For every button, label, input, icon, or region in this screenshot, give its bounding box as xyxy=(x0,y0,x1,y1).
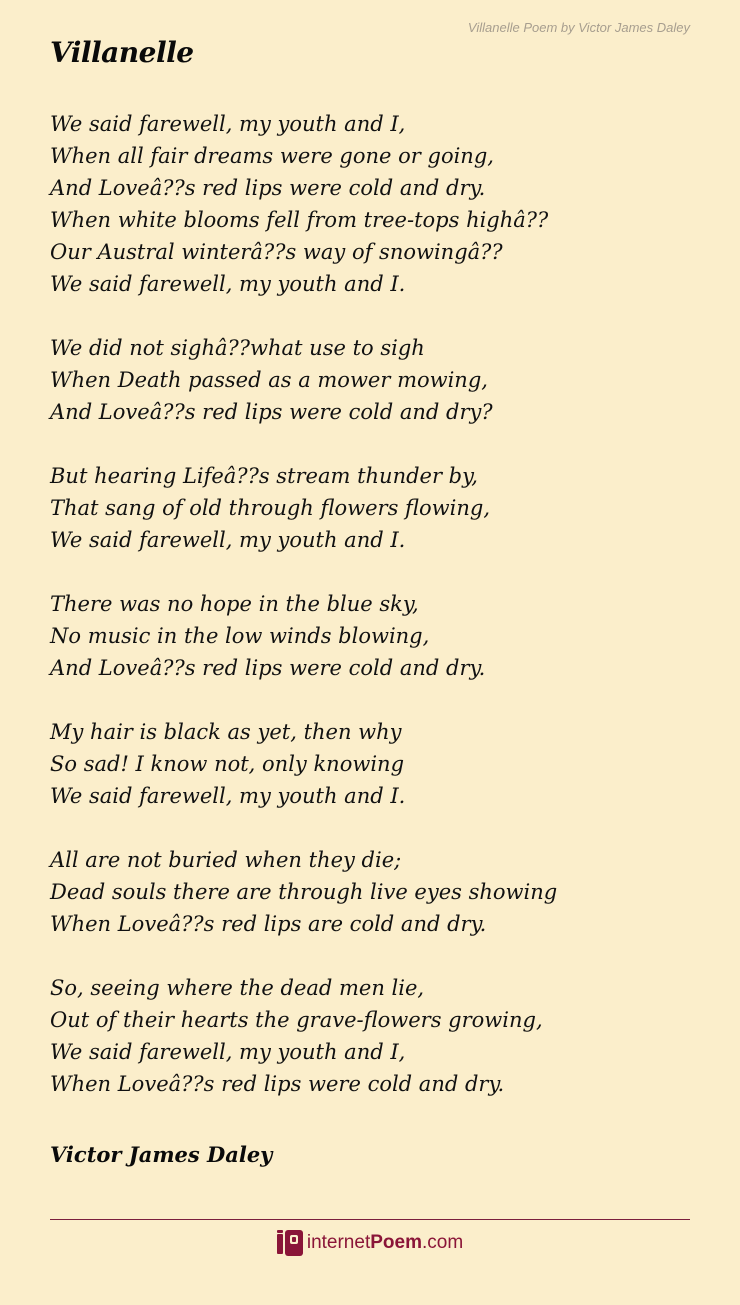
site-logo-link[interactable] xyxy=(0,1230,740,1256)
poem-line: And Loveâ??s red lips were cold and dry. xyxy=(50,656,486,680)
poem-line: Dead souls there are through live eyes showing xyxy=(50,880,558,904)
poem-line: But hearing Lifeâ??s stream thunder by, xyxy=(50,464,478,488)
poem-line: There was no hope in the blue sky, xyxy=(50,592,419,616)
poem-line: Out of their hearts the grave-flowers growing, xyxy=(50,1008,543,1032)
poem-line: When white blooms fell from tree-tops highâ?? xyxy=(50,208,549,232)
poem-line: We said farewell, my youth and I, xyxy=(50,1040,406,1064)
poem-line: We said farewell, my youth and I, xyxy=(50,112,406,136)
poem-line: And Loveâ??s red lips were cold and dry? xyxy=(50,400,493,424)
poem-line: So sad! I know not, only knowing xyxy=(50,752,405,776)
brand-bold: Poem xyxy=(370,1232,422,1253)
poem-line: We said farewell, my youth and I. xyxy=(50,784,406,808)
stanza xyxy=(50,108,690,300)
brand-suffix: .com xyxy=(421,1232,464,1253)
stanza xyxy=(50,972,690,1100)
stanza xyxy=(50,844,690,940)
poem-line: That sang of old through flowers flowing, xyxy=(50,496,491,520)
poem-line: We said farewell, my youth and I. xyxy=(50,272,406,296)
stanza xyxy=(50,332,690,428)
poem-line: We did not sighâ??what use to sigh xyxy=(50,336,425,360)
ip-logo-icon xyxy=(277,1230,303,1256)
poem-line: All are not buried when they die; xyxy=(50,848,402,872)
poem-line: When Loveâ??s red lips are cold and dry. xyxy=(50,912,487,936)
poem-line: When all fair dreams were gone or going, xyxy=(50,144,494,168)
brand-prefix: internet xyxy=(306,1232,371,1253)
footer-divider xyxy=(50,1219,690,1220)
poem-line: When Death passed as a mower mowing, xyxy=(50,368,488,392)
poem-line: Our Austral winterâ??s way of snowingâ?? xyxy=(50,240,503,264)
site-caption: Villanelle Poem by Victor James Daley xyxy=(467,20,690,35)
poem-title: Villanelle xyxy=(50,36,194,69)
stanza xyxy=(50,716,690,812)
poem-body xyxy=(50,108,690,1132)
stanza xyxy=(50,588,690,684)
poem-author: Victor James Daley xyxy=(50,1142,273,1167)
stanza xyxy=(50,460,690,556)
poem-line: We said farewell, my youth and I. xyxy=(50,528,406,552)
poem-line: And Loveâ??s red lips were cold and dry. xyxy=(50,176,486,200)
poem-line: When Loveâ??s red lips were cold and dry. xyxy=(50,1072,505,1096)
poem-line: No music in the low winds blowing, xyxy=(50,624,430,648)
poem-line: So, seeing where the dead men lie, xyxy=(50,976,425,1000)
poem-line: My hair is black as yet, then why xyxy=(50,720,402,744)
